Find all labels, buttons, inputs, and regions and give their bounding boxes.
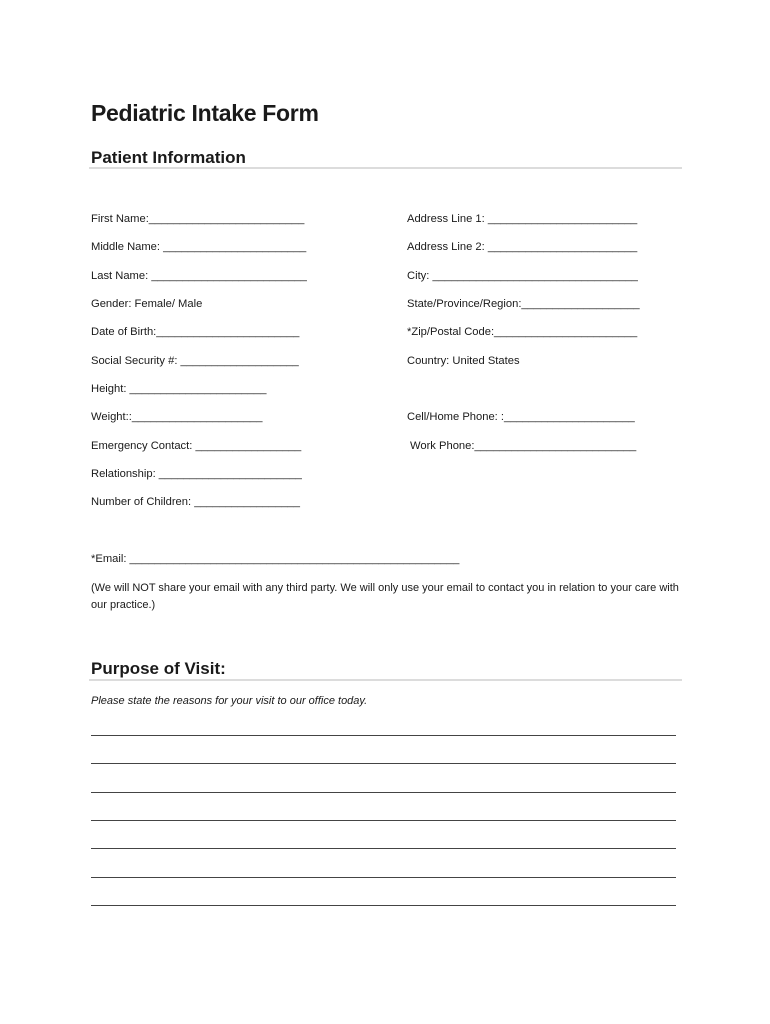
relationship-field[interactable]: Relationship: _______________________ <box>91 468 302 480</box>
work-phone-field[interactable]: Work Phone:__________________________ <box>410 440 637 452</box>
writing-line[interactable] <box>91 848 676 849</box>
social-security-field[interactable]: Social Security #: ___________________ <box>91 355 299 367</box>
date-of-birth-field[interactable]: Date of Birth:_______________________ <box>91 326 300 338</box>
country-field[interactable]: Country: United States <box>407 355 520 367</box>
section-divider <box>89 167 682 169</box>
writing-line[interactable] <box>91 877 676 878</box>
number-of-children-field[interactable]: Number of Children: _________________ <box>91 496 300 508</box>
city-field[interactable]: City: _________________________________ <box>407 270 638 282</box>
patient-information-heading: Patient Information <box>91 148 246 167</box>
writing-line[interactable] <box>91 905 676 906</box>
first-name-field[interactable]: First Name:_________________________ <box>91 213 305 225</box>
section-divider <box>89 679 682 681</box>
weight-field[interactable]: Weight::_____________________ <box>91 411 263 423</box>
middle-name-field[interactable]: Middle Name: _______________________ <box>91 241 307 253</box>
address-line-1-field[interactable]: Address Line 1: ________________________ <box>407 213 638 225</box>
email-field[interactable]: *Email: _____________________________________________________ <box>91 553 460 565</box>
purpose-of-visit-heading: Purpose of Visit: <box>91 659 226 678</box>
visit-reason-prompt: Please state the reasons for your visit to our office today. <box>91 695 368 707</box>
state-province-region-field[interactable]: State/Province/Region:___________________ <box>407 298 640 310</box>
last-name-field[interactable]: Last Name: _________________________ <box>91 270 307 282</box>
writing-line[interactable] <box>91 792 676 793</box>
address-line-2-field[interactable]: Address Line 2: ________________________ <box>407 241 638 253</box>
gender-field[interactable]: Gender: Female/ Male <box>91 298 203 310</box>
emergency-contact-field[interactable]: Emergency Contact: _________________ <box>91 440 302 452</box>
height-field[interactable]: Height: ______________________ <box>91 383 267 395</box>
cell-home-phone-field[interactable]: Cell/Home Phone: :_____________________ <box>407 411 635 423</box>
form-title: Pediatric Intake Form <box>91 100 319 126</box>
writing-line[interactable] <box>91 763 676 764</box>
email-privacy-note: (We will NOT share your email with any third party. We will only use your email to contact you in relation to your care with our practice.) <box>91 582 679 611</box>
writing-line[interactable] <box>91 735 676 736</box>
writing-line[interactable] <box>91 820 676 821</box>
zip-postal-code-field[interactable]: *Zip/Postal Code:_______________________ <box>407 326 638 338</box>
